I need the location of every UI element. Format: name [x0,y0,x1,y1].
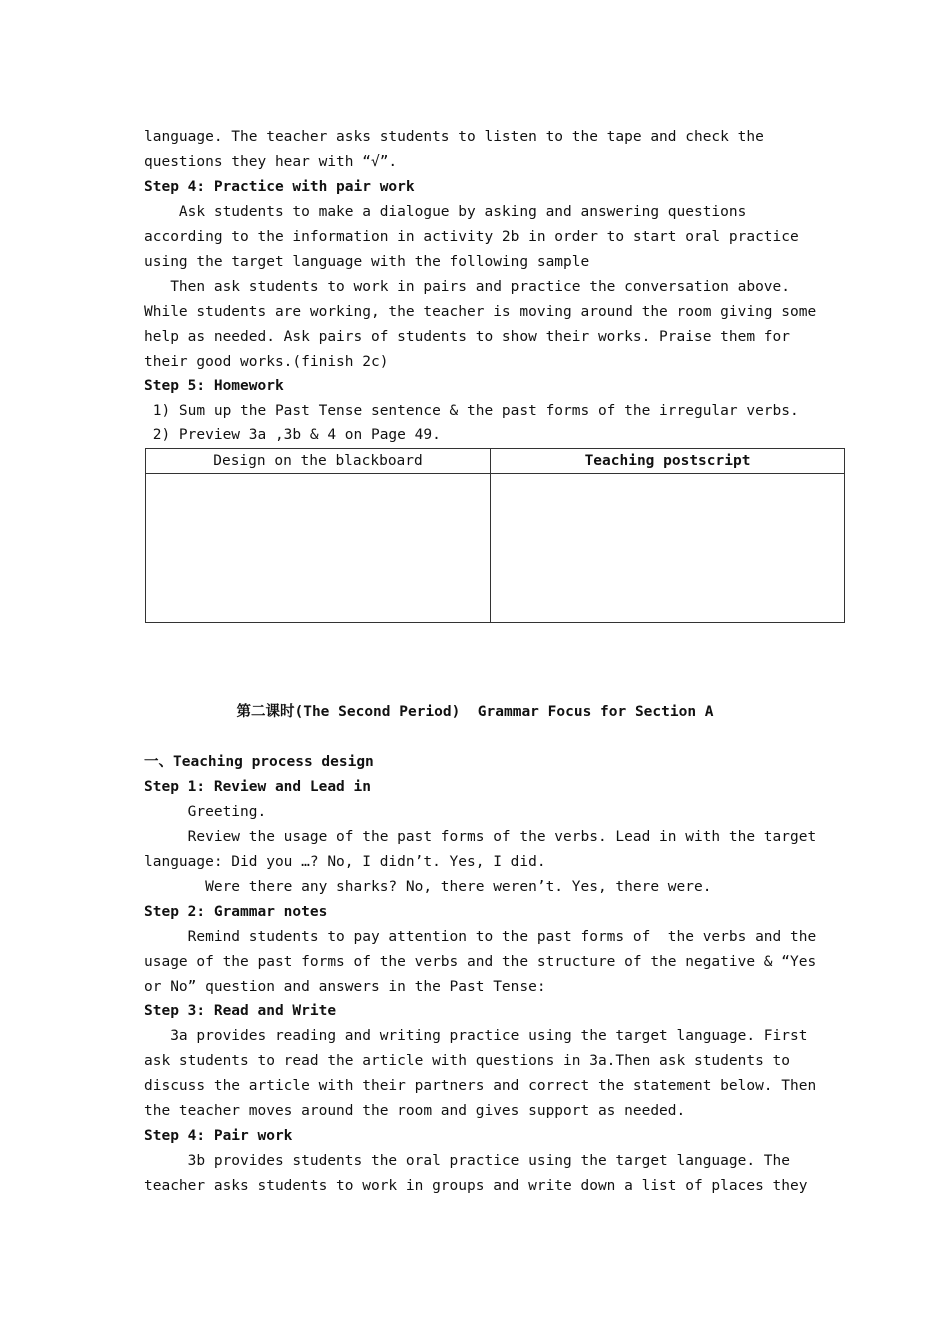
text-line: help as needed. Ask pairs of students to show their works. Praise them for [144,329,791,345]
step-heading: Step 4: Practice with pair work [144,179,415,195]
text-line: Then ask students to work in pairs and practice the conversation above. [144,279,791,295]
text-line: their good works.(finish 2c) [144,354,389,370]
text-line: using the target language with the following sample [144,254,590,270]
homework-item: 1) Sum up the Past Tense sentence & the past forms of the irregular verbs. [144,403,799,419]
step-heading: Step 5: Homework [144,378,284,394]
text-line: according to the information in activity 2b in order to start oral practice [144,229,799,245]
postscript-cell [491,474,845,623]
blackboard-table [145,448,845,623]
table-header-design: Design on the blackboard [146,449,491,474]
text-line: language. The teacher asks students to listen to the tape and check the [144,129,764,145]
text-line: the teacher moves around the room and gives support as needed. [144,1103,686,1119]
table-header-postscript: Teaching postscript [491,449,845,474]
homework-item: 2) Preview 3a ,3b & 4 on Page 49. [144,427,441,443]
step-heading: Step 4: Pair work [144,1128,293,1144]
step-heading: Step 3: Read and Write [144,1003,337,1019]
text-line: 3a provides reading and writing practice using the target language. First [144,1028,808,1044]
text-line: 3b provides students the oral practice using the target language. The [144,1153,791,1169]
text-line: ask students to read the article with questions in 3a.Then ask students to [144,1053,791,1069]
design-cell [146,474,491,623]
text-line: language: Did you …? No, I didn’t. Yes, I did. [144,854,546,870]
text-line: While students are working, the teacher is moving around the room giving some [144,304,817,320]
step-heading: Step 2: Grammar notes [144,904,328,920]
text-line: or No” question and answers in the Past Tense: [144,979,546,995]
text-line: Greeting. [144,804,267,820]
text-line: Review the usage of the past forms of the verbs. Lead in with the target [144,829,817,845]
text-line: Were there any sharks? No, there weren’t. Yes, there were. [144,879,712,895]
step-heading: Step 1: Review and Lead in [144,779,371,795]
text-line: usage of the past forms of the verbs and the structure of the negative & “Yes [144,954,817,970]
text-line: Ask students to make a dialogue by asking and answering questions [144,204,747,220]
period-title: 第二课时(The Second Period) Grammar Focus for Section A [236,704,714,720]
text-line: teacher asks students to work in groups and write down a list of places they [144,1178,808,1194]
text-line: questions they hear with “√”. [144,154,398,170]
text-line: discuss the article with their partners and correct the statement below. Then [144,1078,817,1094]
text-line: Remind students to pay attention to the past forms of the verbs and the [144,929,817,945]
section-heading: 一、Teaching process design [144,754,374,770]
